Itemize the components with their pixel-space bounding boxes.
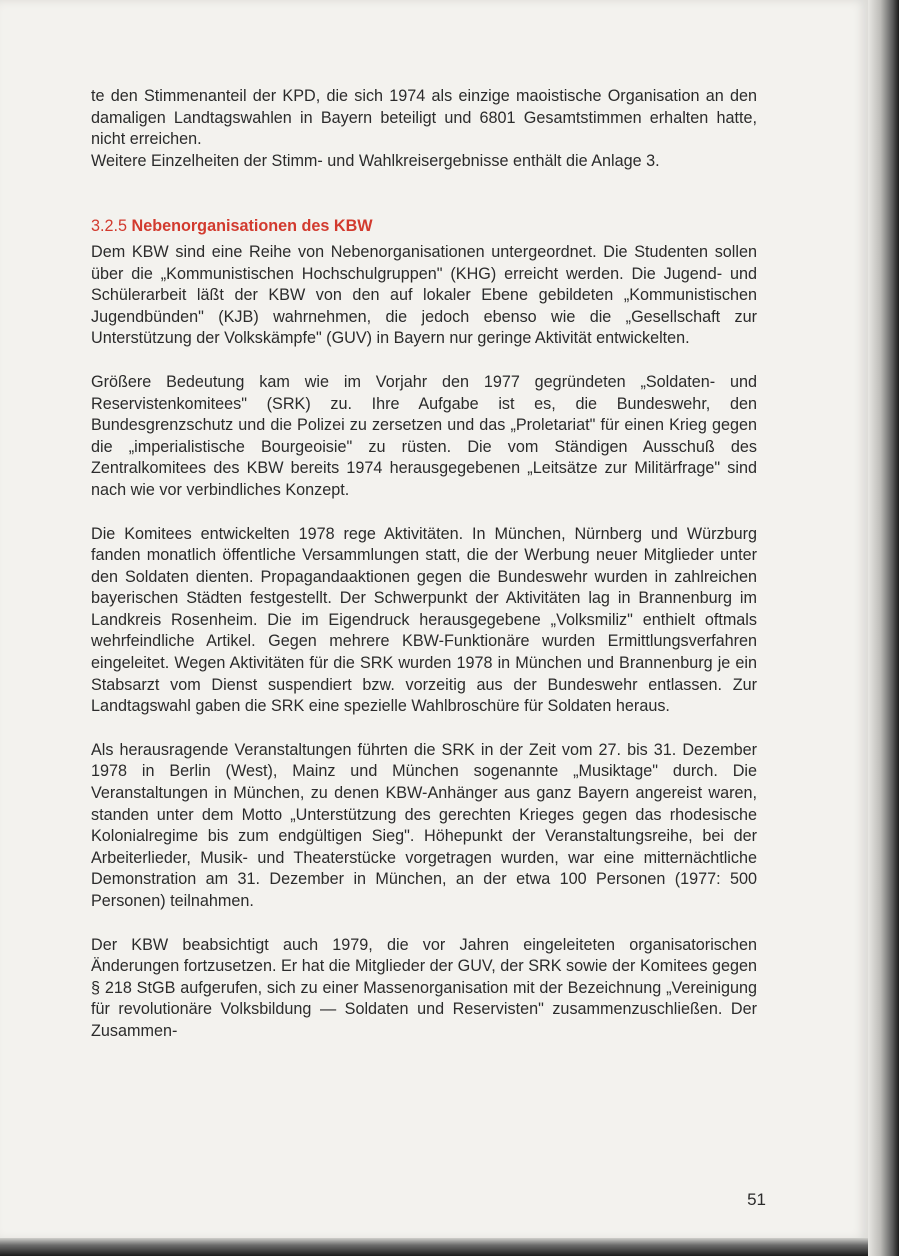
paragraph-musiktage: Als herausragende Veranstaltungen führten die SRK in der Zeit vom 27. bis 31. Dezember 1978 in Berlin (West), Mainz und München sogenannte „Musiktage" durch. Die Veranstaltungen in München, zu denen KBW-Anhänger aus ganz Bayern angereist waren, standen unter dem Motto „Unterstützung des gerechten Krieges gegen das rhodesische Kolonialregime bis zum endgültigen Sieg". Höhepunkt der Veranstaltungsreihe, bei der Arbeiterlieder, Musik- und Theaterstücke vorgetragen wurden, war eine mitternächtliche Demonstration am 31. Dezember in München, an der etwa 100 Personen (1977: 500 Personen) teilnahmen. [91, 740, 757, 910]
paragraph-komitees: Die Komitees entwickelten 1978 rege Aktivitäten. In München, Nürnberg und Würzburg fanden monatlich öffentliche Versammlungen statt, die der Werbung neuer Mitglieder unter den Soldaten dienten. Propagandaaktionen gegen die Bundeswehr wurden in zahlreichen bayerischen Städten festgestellt. Der Schwerpunkt der Aktivitäten lag in Brannenburg im Landkreis Rosenheim. Die im Eigendruck herausgegebene „Volksmiliz" enthielt oftmals wehrfeindliche Artikel. Gegen mehrere KBW-Funktionäre wurden Ermittlungsverfahren eingeleitet. Wegen Aktivitäten für die SRK wurden 1978 in München und Brannenburg je ein Stabsarzt vom Dienst suspendiert bzw. vorzeitig aus der Bundeswehr entlassen. Zur Landtagswahl gaben die SRK eine spezielle Wahlbroschüre für Soldaten heraus. [91, 524, 757, 716]
section-title: Nebenorganisationen des KBW [131, 217, 373, 236]
body-text [91, 86, 757, 1065]
section-number: 3.2.5 [91, 217, 128, 236]
paragraph-srk: Größere Bedeutung kam wie im Vorjahr den 1977 gegründeten „Soldaten- und Reservistenkomitees" (SRK) zu. Ihre Aufgabe ist es, die Bundeswehr, den Bundesgrenzschutz und die Polizei zu zersetzen und das „Proletariat" für einen Krieg gegen die „imperialistische Bourgeoisie" zu rüsten. Die vom Ständigen Ausschuß des Zentralkomitees des KBW bereits 1974 herausgegebenen „Leitsätze zur Militärfrage" sind nach wie vor verbindliches Konzept. [91, 372, 757, 499]
page-number: 51 [747, 1190, 766, 1209]
intro-paragraph-2: Weitere Einzelheiten der Stimm- und Wahlkreisergebnisse enthält die Anlage 3. [91, 151, 660, 170]
paragraph-nebenorganisationen: Dem KBW sind eine Reihe von Nebenorganisationen untergeordnet. Die Studenten sollen über die „Kommunistischen Hochschulgruppen" (KHG) erreicht werden. Die Jugend- und Schülerarbeit läßt der KBW von den auf lokaler Ebene gebildeten „Kommunistischen Jugendbünden" (KJB) wahrnehmen, die jedoch ebenso wie die „Gesellschaft zur Unterstützung der Volkskämpfe" (GUV) in Bayern nur geringe Aktivität entwickelten. [91, 242, 757, 348]
book-spine-shadow [868, 0, 899, 1256]
section-heading [91, 216, 757, 238]
intro-paragraph-1: te den Stimmenanteil der KPD, die sich 1974 als einzige maoistische Organisation an den damaligen Landtagswahlen in Bayern beteiligt und 6801 Gesamtstimmen erhalten hatte, nicht erreichen. [91, 87, 757, 149]
page-bottom-edge [0, 1238, 868, 1256]
paragraph-1979: Der KBW beabsichtigt auch 1979, die vor Jahren eingeleiteten organisatorischen Änderungen fortzusetzen. Er hat die Mitglieder der GUV, der SRK sowie der Komitees gegen § 218 StGB aufgerufen, sich zu einer Massenorganisation mit der Bezeichnung „Vereinigung für revolutionäre Volksbildung — Soldaten und Reservisten" zusammenzuschließen. Der Zusammen- [91, 935, 757, 1040]
